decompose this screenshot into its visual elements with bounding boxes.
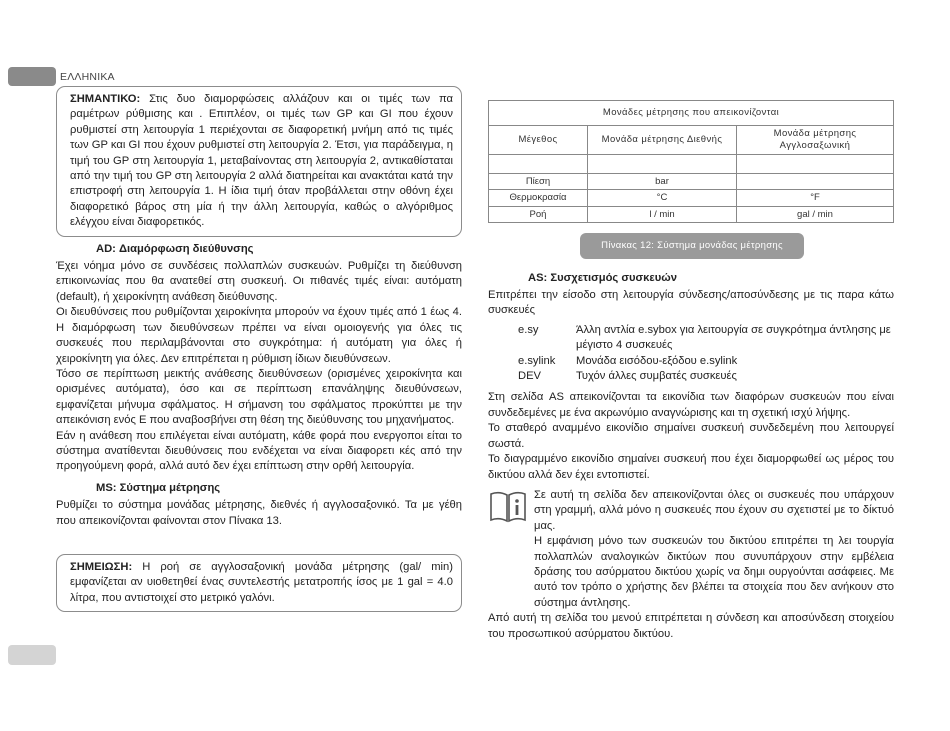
info-note [488, 488, 894, 611]
note-text: Η ροή σε αγγλοσαξονική μονάδα μέτρησης (gal/ min) εμφανίζεται αν υιοθετηθεί ένας συντελεστής μετατροπής ίσος με 1 gal = 4.0 λίτρα, που αντιστοιχεί στο μετρικό γαλόνι. [70, 560, 453, 604]
book-info-icon [488, 488, 534, 611]
ad-paragraph-1: Έχει νόημα μόνο σε συνδέσεις πολλαπλών συσκευών. Ρυθμίζει τη διεύθυνση επικοινωνίας που θα ανατεθεί στη συσκευή. Οι πιθανές τιμές είναι: αυτόματη (default), ή χειροκίνητη ανάθεση διεύθυνσης. [56, 260, 462, 303]
table-cell: Πίεση [489, 174, 588, 190]
table-cell: bar [588, 174, 737, 190]
closing-paragraph: Από αυτή τη σελίδα του μενού επιτρέπεται η σύνδεση και αποσύνδεση στοιχείου του προσωπικού ασύρματου δικτύου. [488, 612, 894, 640]
list-item [518, 369, 894, 384]
column-header: Μονάδα μέτρησης Αγγλοσαξωνική [737, 126, 894, 155]
ms-heading: MS: Σύστημα μέτρησης [96, 481, 221, 494]
language-tab-marker [8, 67, 56, 86]
important-label: ΣΗΜΑΝΤΙΚΟ: [70, 93, 141, 105]
important-box [56, 86, 462, 237]
page-tab-marker [8, 645, 56, 665]
table-cell: gal / min [737, 206, 894, 222]
table-cell: Θερμοκρασία [489, 190, 588, 206]
left-column [56, 86, 462, 612]
ad-paragraph-2: Οι διευθύνσεις που ρυθμίζονται χειροκίνητα μπορούν να έχουν τιμές από 1 έως 4. Η διαμόρφωση των διευθύνσεων πρέπει να είναι ομοιογενής για όλες τις συσκευές που περιλαμβάνονται στο συγκρότημα: ή αυτόματη για όλες ή χειροκίνητη για όλες. Δεν επιτρέπεται η ρύθμιση ίδιων διευθύνσεων. [56, 306, 462, 365]
table-cell: l / min [588, 206, 737, 222]
as-paragraph-3: Το διαγραμμένο εικονίδιο σημαίνει συσκευή που έχει διαμορφωθεί ως μέρος του δικτύου αλλά δεν έχει εντοπιστεί. [488, 453, 894, 481]
table-row [489, 206, 894, 222]
ad-paragraph-3: Τόσο σε περίπτωση μεικτής ανάθεσης διευθύνσεων (ορισμένες χειροκίνητα και ορισμένες αυτόματα), όσο και σε περίπτωση επανάληψης διευθύνσεων, εμφανίζεται μήνυμα σφάλματος. Η σήμανση του σφάλματος προκύπτει με την απεικόνιση ενός E που αναβοσβήνει στη θέση της διεύθυνσης του μηχανήματος. [56, 367, 462, 427]
table-row [489, 174, 894, 190]
device-desc: Μονάδα εισόδου-εξόδου e.sylink [576, 354, 738, 367]
column-header: Μονάδα μέτρησης Διεθνής [588, 126, 737, 155]
table-cell: °F [737, 190, 894, 206]
device-key: e.sylink [518, 354, 556, 367]
note-label: ΣΗΜΕΙΩΣΗ: [70, 560, 133, 573]
device-desc: Τυχόν άλλες συμβατές συσκευές [576, 370, 737, 383]
ms-paragraph: Ρυθμίζει το σύστημα μονάδας μέτρησης, διεθνές ή αγγλοσαξονικό. Τα με γέθη που απεικονίζονται φαίνονται στον Πίνακα 13. [56, 499, 462, 527]
device-key: DEV [518, 370, 542, 383]
as-paragraph-2: Το σταθερό αναμμένο εικονίδιο σημαίνει συσκευή συνδεδεμένη που λειτουργεί σωστά. [488, 422, 894, 450]
as-heading: AS: Συσχετισμός συσκευών [528, 271, 677, 284]
device-desc: Άλλη αντλία e.sybox για λειτουργία σε συγκρότημα άντλησης με μέγιστο 4 συσκευές [576, 323, 891, 352]
as-paragraph-1: Στη σελίδα AS απεικονίζονται τα εικονίδια των διαφόρων συσκευών που είναι συνδεδεμένες με ένα ακρωνύμιο αναγνώρισης και τη σχετική ισχύ λήψης. [488, 391, 894, 419]
list-item [518, 323, 894, 354]
table-cell: °C [588, 190, 737, 206]
table-cell: Ροή [489, 206, 588, 222]
list-item [518, 354, 894, 369]
info-text-1: Σε αυτή τη σελίδα δεν απεικονίζονται όλες οι συσκευές που υπάρχουν στη γραμμή, αλλά μόνο η συσκευές που έχουν συ σχετιστεί με το δίκτυό μας. [534, 488, 894, 532]
device-key: e.sy [518, 323, 539, 336]
column-header: Μέγεθος [489, 126, 588, 155]
ad-paragraph-4: Εάν η ανάθεση που επιλέγεται είναι αυτόματη, κάθε φορά που ενεργοποι είται το σύστημα ανατίθενται διευθύνσεις που ενδέχεται να είναι διαφορετι κές από την προηγούμενη φορά, αλλά αυτό δεν έχει επίπτωση στην ορθή λειτουργία. [56, 429, 462, 473]
ad-heading: AD: Διαμόρφωση διεύθυνσης [96, 242, 254, 255]
as-intro: Επιτρέπει την είσοδο στη λειτουργία σύνδεσης/αποσύνδεσης με τις παρα κάτω συσκευές [488, 289, 894, 317]
info-text-2: Η εμφάνιση μόνο των συσκευών του δικτύου επιτρέπει τη λει τουργία πολλαπλών αναλογικών δικτύων που συνυπάρχουν στην εμβέλεια δράσης του ασύρματου δικτύου χωρίς να δημι ουργούνται ασάφειες. Με αυτό τον τρόπο ο χρήστης δεν βλέπει τα στοιχεία που δεν ανήκουν στο σύστημα άντλησης. [534, 535, 894, 609]
device-list [518, 323, 894, 385]
language-label: ΕΛΛΗΝΙΚΑ [60, 71, 115, 83]
table-caption: Πίνακας 12: Σύστημα μονάδας μέτρησης [580, 233, 804, 258]
important-text: Στις δυο διαμορφώσεις αλλάζουν και οι τιμές των πα ραμέτρων ρύθμισης και . Επιπλέον, οι τιμές των GP και GI που έχουν ρυθμιστεί στη λειτουργία 1 περιέχονται σε διαφορετική μνήμη από τις τιμές των GP και GI που έχουν ρυθμιστεί στη λειτουργία 2. Έτσι, για παράδειγμα, η τιμή του GP στη λειτουργία 1, μεταβαίνοντας στη λειτουργία 2, αντικαθίσταται από την τιμή του GP στη λειτουργία 2 αλλά διατηρείται και ανακτάται κατά την επιστροφή στη λειτουργία 1. Η ίδια τιμή όταν προβάλλεται στην οθόνη έχει διαφορετικό βάρος στη μία ή την άλλη λειτουργία, καθώς ο αλγόριθμος ελέγχου είναι διαφορετικός. [70, 93, 453, 229]
table-row [489, 155, 894, 174]
table-cell [737, 174, 894, 190]
note-box [56, 554, 462, 612]
table-title: Μονάδες μέτρησης που απεικονίζονται [489, 101, 894, 126]
table-row [489, 190, 894, 206]
right-column [488, 100, 894, 642]
units-table [488, 100, 894, 223]
